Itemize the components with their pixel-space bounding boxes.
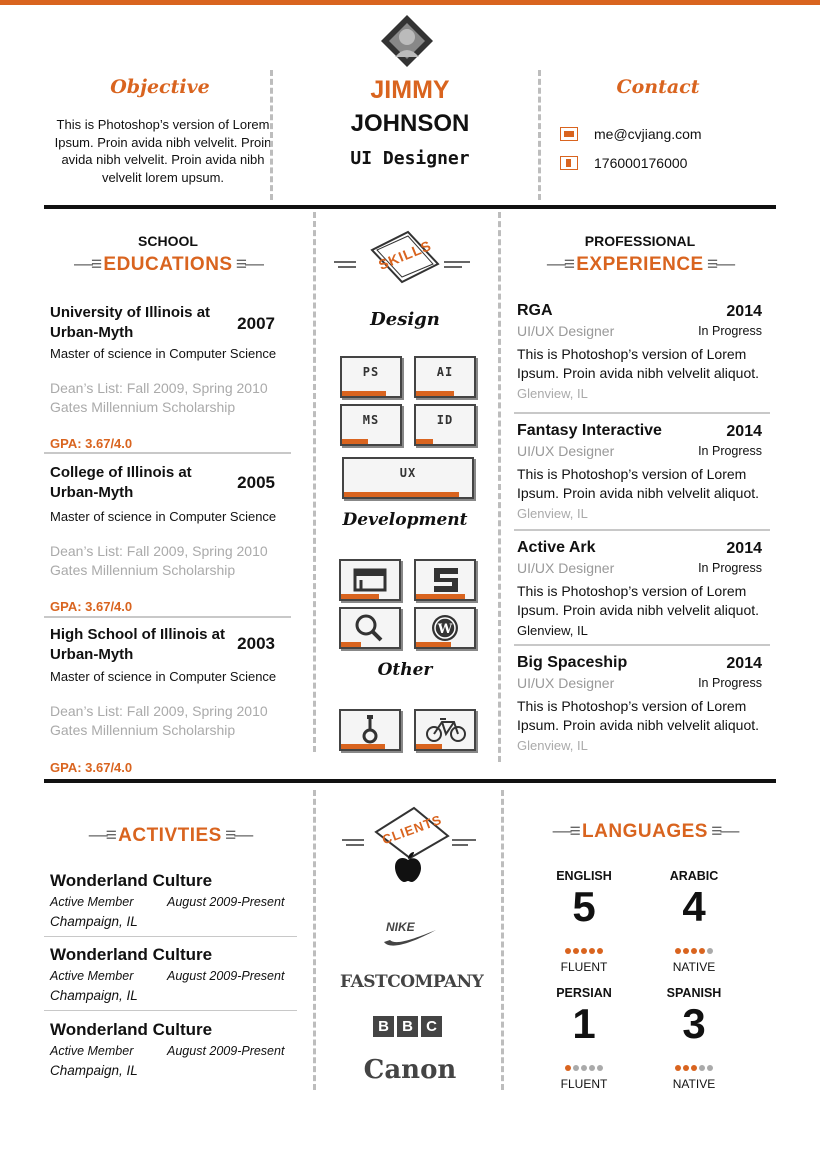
edu-degree: Master of science in Computer Science	[50, 509, 277, 524]
language-rating-dots	[654, 948, 734, 954]
middle-divider-left	[313, 212, 316, 752]
phone-number: 176000176000	[594, 155, 688, 171]
language-level: FLUENT	[560, 1077, 608, 1091]
education-kicker: SCHOOL	[138, 233, 198, 249]
activities-heading: —≡ ACTIVTIES ≡—	[88, 825, 252, 846]
language-level: NATIVE	[672, 1077, 716, 1091]
skill-box-label: MS	[362, 413, 380, 427]
rating-dot-filled	[699, 948, 705, 954]
exp-status: In Progress	[698, 676, 762, 690]
skill-box-label: PS	[362, 365, 380, 379]
rating-dot-empty	[589, 1065, 595, 1071]
activity-role: Active Member	[50, 969, 134, 983]
header-divider-left	[270, 70, 273, 200]
email-link[interactable]: me@cvjiang.com	[594, 126, 702, 142]
language-rating-dots	[654, 1065, 734, 1071]
edu-gpa: GPA: 3.67/4.0	[50, 599, 133, 614]
skill-box-label: AI	[436, 365, 454, 379]
activity-dates: August 2009-Present	[167, 969, 285, 983]
rating-dot-filled	[683, 948, 689, 954]
skill-box-label: UX	[399, 466, 417, 480]
exp-separator	[514, 412, 770, 414]
language-name: SPANISH	[666, 986, 722, 1000]
skill-level-bar	[416, 744, 442, 749]
edu-gpa: GPA: 3.67/4.0	[50, 436, 133, 451]
client-logo-text: NIKE	[386, 920, 415, 934]
language-rating-dots	[544, 1065, 624, 1071]
rating-dot-empty	[573, 1065, 579, 1071]
edu-honors: Dean’s List: Fall 2009, Spring 2010	[50, 380, 268, 396]
edu-honors: Dean’s List: Fall 2009, Spring 2010	[50, 543, 268, 559]
activity-separator	[44, 936, 297, 937]
language-level: NATIVE	[672, 960, 716, 974]
rating-dot-filled	[683, 1065, 689, 1071]
activity-place: Champaign, IL	[50, 1063, 138, 1078]
activity-dates: August 2009-Present	[167, 1044, 285, 1058]
email-icon	[560, 127, 578, 141]
skill-box-ux	[342, 457, 474, 499]
edu-school: University of Illinois at Urban-Myth	[50, 304, 211, 341]
edu-gpa: GPA: 3.67/4.0	[50, 760, 133, 775]
rating-dot-filled	[675, 1065, 681, 1071]
bbc-letter-block: B	[397, 1016, 418, 1037]
language-score: 5	[572, 883, 596, 930]
objective-text: This is Photoshop’s version of Lorem Ipsum. Proin avida nibh velvelit. Proin avida nibh velvelit. Proin avida nibh velvelit lorem upsum.	[54, 117, 272, 185]
skill-level-bar	[416, 594, 465, 599]
bicycle-icon	[424, 712, 466, 746]
last-name: JOHNSON	[350, 110, 470, 137]
exp-location: Glenview, IL	[517, 738, 588, 753]
svg-text:W: W	[437, 622, 453, 637]
exp-description: This is Photoshop’s version of Lorem Ipsum. Proin avida nibh velvelit aliquot.	[517, 346, 760, 381]
rating-dot-filled	[565, 1065, 571, 1071]
middle-divider-right	[498, 212, 501, 762]
skills-design-label: Design	[370, 309, 440, 330]
exp-company: RGA	[517, 302, 553, 319]
phone-icon	[560, 156, 578, 170]
experience-heading: —≡ EXPERIENCE ≡—	[546, 254, 734, 275]
heading-ornament-right: ≡—	[221, 825, 252, 846]
edu-year: 2005	[237, 473, 275, 492]
avatar	[379, 13, 435, 69]
skill-level-bar	[416, 391, 454, 396]
section-divider-top	[44, 205, 776, 209]
skills-development-label: Development	[342, 510, 468, 530]
exp-description: This is Photoshop’s version of Lorem Ipsum. Proin avida nibh velvelit aliquot.	[517, 698, 760, 733]
exp-company: Active Ark	[517, 539, 596, 556]
css-icon	[424, 562, 466, 596]
edu-honors: Dean’s List: Fall 2009, Spring 2010	[50, 703, 268, 719]
exp-location: Glenview, IL	[517, 506, 588, 521]
rating-dot-filled	[691, 948, 697, 954]
skill-level-bar	[341, 594, 379, 599]
contact-title: Contact	[616, 76, 700, 98]
activity-dates: August 2009-Present	[167, 895, 285, 909]
edu-scholarship: Gates Millennium Scholarship	[50, 562, 236, 578]
apple-logo-icon	[391, 850, 425, 884]
exp-year: 2014	[726, 655, 762, 672]
skill-level-bar	[341, 744, 385, 749]
guitar-icon	[349, 712, 391, 746]
exp-status: In Progress	[698, 561, 762, 575]
edu-separator	[44, 452, 291, 454]
skill-box	[339, 709, 401, 751]
heading-ornament-right: ≡—	[703, 254, 734, 275]
activity-role: Active Member	[50, 895, 134, 909]
edu-year: 2003	[237, 634, 275, 653]
skill-box	[414, 709, 476, 751]
skills-other-label: Other	[377, 660, 433, 680]
activity-name: Wonderland Culture	[50, 945, 213, 964]
skill-level-bar	[342, 439, 368, 444]
top-accent-bar	[0, 0, 820, 5]
skill-box-label: ID	[436, 413, 454, 427]
skill-box-ai	[414, 356, 476, 398]
rating-dot-filled	[589, 948, 595, 954]
activity-name: Wonderland Culture	[50, 871, 213, 890]
rating-dot-filled	[565, 948, 571, 954]
skill-level-bar	[342, 391, 386, 396]
rating-dot-empty	[707, 1065, 713, 1071]
exp-description: This is Photoshop’s version of Lorem Ipsum. Proin avida nibh velvelit aliquot.	[517, 466, 760, 501]
language-name: ENGLISH	[556, 869, 612, 883]
exp-location: Glenview, IL	[517, 623, 588, 638]
skill-box	[414, 559, 476, 601]
skill-box-ms	[340, 404, 402, 446]
language-score: 1	[572, 1000, 596, 1047]
bottom-divider-right	[501, 790, 504, 1090]
heading-ornament-left: —≡	[552, 821, 583, 842]
skill-box	[414, 607, 476, 649]
rating-dot-filled	[573, 948, 579, 954]
language-level: FLUENT	[560, 960, 608, 974]
exp-year: 2014	[726, 303, 762, 320]
rating-dot-filled	[675, 948, 681, 954]
edu-scholarship: Gates Millennium Scholarship	[50, 399, 236, 415]
edu-year: 2007	[237, 314, 275, 333]
activity-role: Active Member	[50, 1044, 134, 1058]
exp-role: UI/UX Designer	[517, 323, 615, 339]
edu-separator	[44, 616, 291, 618]
exp-status: In Progress	[698, 324, 762, 338]
html-icon	[349, 562, 391, 596]
section-divider-bottom	[44, 779, 776, 783]
activity-place: Champaign, IL	[50, 914, 138, 929]
rating-dot-filled	[597, 948, 603, 954]
language-score: 3	[682, 1000, 706, 1047]
skills-badge	[330, 220, 480, 290]
education-heading: —≡ EDUCATIONS ≡—	[74, 254, 262, 275]
exp-company: Fantasy Interactive	[517, 422, 662, 439]
first-name: JIMMY	[370, 76, 450, 104]
exp-year: 2014	[726, 423, 762, 440]
skill-box	[339, 559, 401, 601]
languages-heading: —≡ LANGUAGES ≡—	[552, 821, 738, 842]
bottom-divider-left	[313, 790, 316, 1090]
exp-status: In Progress	[698, 444, 762, 458]
wordpress-icon	[424, 610, 466, 644]
clients-badge-label: CLIENTS	[380, 811, 444, 848]
skill-box-id	[414, 404, 476, 446]
client-logo-nike	[380, 920, 440, 950]
activity-place: Champaign, IL	[50, 988, 138, 1003]
heading-ornament-right: ≡—	[707, 821, 738, 842]
heading-ornament-left: —≡	[74, 254, 104, 275]
exp-separator	[514, 644, 770, 646]
language-score: 4	[682, 883, 706, 930]
objective-title: Objective	[110, 76, 210, 98]
edu-degree: Master of science in Computer Science	[50, 669, 277, 684]
language-name: ARABIC	[669, 869, 719, 883]
bbc-letter-block: B	[373, 1016, 394, 1037]
edu-degree: Master of science in Computer Science	[50, 346, 277, 361]
client-logo-bbc	[373, 1016, 445, 1038]
exp-year: 2014	[726, 540, 762, 557]
edu-school: High School of Illinois at Urban-Myth	[50, 626, 225, 663]
exp-description: This is Photoshop’s version of Lorem Ipsum. Proin avida nibh velvelit aliquot.	[517, 583, 760, 618]
skill-box	[339, 607, 401, 649]
role-title: UI Designer	[350, 148, 470, 169]
rating-dot-empty	[699, 1065, 705, 1071]
experience-kicker: PROFESSIONAL	[584, 233, 696, 249]
skill-level-bar	[416, 439, 433, 444]
heading-ornament-left: —≡	[88, 825, 119, 846]
client-logo-fastcompany: FASTCOMPANY	[340, 972, 484, 992]
language-name: PERSIAN	[556, 986, 612, 1000]
search-icon	[349, 610, 391, 644]
edu-scholarship: Gates Millennium Scholarship	[50, 722, 236, 738]
language-rating-dots	[544, 948, 624, 954]
heading-ornament-left: —≡	[546, 254, 577, 275]
bbc-letter-block: C	[421, 1016, 442, 1037]
heading-ornament-right: ≡—	[232, 254, 262, 275]
skill-level-bar	[416, 642, 451, 647]
rating-dot-filled	[691, 1065, 697, 1071]
activity-name: Wonderland Culture	[50, 1020, 213, 1039]
activity-separator	[44, 1010, 297, 1011]
skill-level-bar	[344, 492, 459, 497]
header-divider-right	[538, 70, 541, 200]
rating-dot-filled	[581, 948, 587, 954]
exp-separator	[514, 529, 770, 531]
skill-level-bar	[341, 642, 361, 647]
edu-school: College of Illinois at Urban-Myth	[50, 464, 192, 501]
exp-company: Big Spaceship	[517, 654, 628, 671]
skills-badge-label: SKILLS	[376, 237, 434, 273]
client-logo-canon: Canon	[363, 1055, 457, 1085]
exp-location: Glenview, IL	[517, 386, 588, 401]
exp-role: UI/UX Designer	[517, 560, 615, 576]
exp-role: UI/UX Designer	[517, 675, 615, 691]
rating-dot-empty	[581, 1065, 587, 1071]
rating-dot-empty	[597, 1065, 603, 1071]
skill-box-ps	[340, 356, 402, 398]
exp-role: UI/UX Designer	[517, 443, 615, 459]
rating-dot-empty	[707, 948, 713, 954]
